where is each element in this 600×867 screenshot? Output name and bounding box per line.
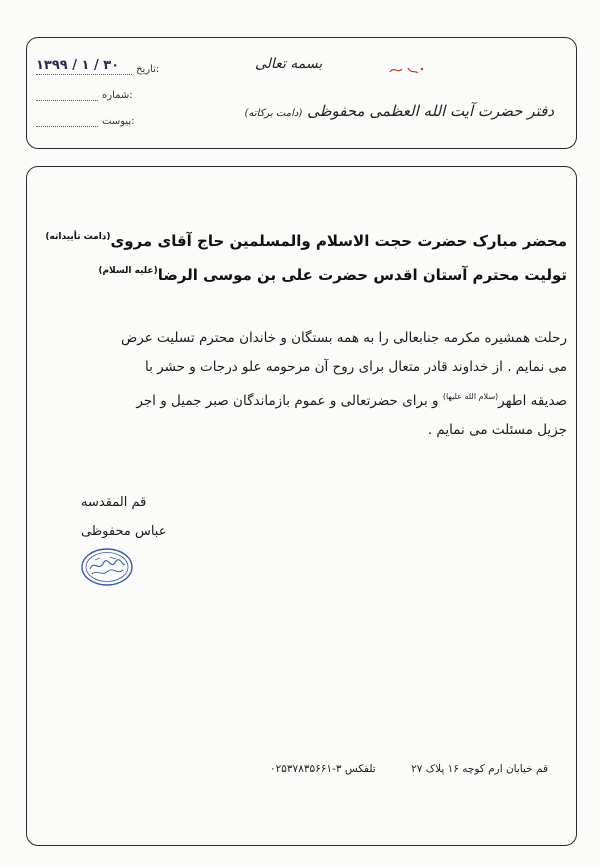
body-line-3	[75, 382, 567, 416]
date-value: ۱۳۹۹ / ۱ / ۳۰	[36, 58, 120, 73]
date-row	[36, 58, 160, 75]
body-line-3-honorific: (سلام الله علیها)	[442, 392, 499, 401]
date-label: تاریخ:	[136, 64, 160, 75]
addressee-line-2	[98, 266, 567, 284]
red-ink-mark	[386, 60, 426, 80]
number-label: شماره:	[102, 90, 133, 101]
attachment-line	[36, 114, 98, 127]
number-row	[36, 88, 133, 101]
body-line-4: جزیل مسئلت می نمایم .	[427, 422, 567, 438]
body-line-1: رحلت همشیره مکرمه جنابعالی را به همه بستگان و خاندان محترم تسلیت عرض	[120, 330, 567, 346]
addressee-line-1	[45, 232, 567, 250]
footer-phone: تلفکس ۳-۰۲۵۳۷۸۳۵۶۶۱	[270, 763, 376, 775]
date-line	[36, 58, 132, 75]
signature-name: عباس محفوظی	[81, 524, 167, 539]
body-line-3-end: و برای حضرتعالی و عموم بازماندگان صبر جمیل و اجر	[136, 393, 439, 409]
basmala: بسمه تعالی	[255, 56, 323, 72]
addressee-line-2-text: تولیت محترم آستان اقدس حضرت علی بن موسی الرضا	[157, 266, 567, 284]
office-name-text: دفتر حضرت آیت الله العظمی محفوظی	[307, 102, 554, 120]
addressee-line-1-text: محضر مبارک حضرت حجت الاسلام والمسلمین حاج آقای مروی	[110, 232, 567, 250]
addressee-line-1-honorific: (دامت تأییداته)	[45, 232, 111, 242]
number-line	[36, 88, 98, 101]
body-line-2: می نمایم . از خداوند قادر متعال برای روح آن مرحومه علو درجات و حشر با	[144, 359, 567, 375]
letter-body	[75, 324, 567, 445]
signature-city: قم المقدسه	[81, 495, 147, 510]
addressee-line-2-honorific: (علیه السلام)	[98, 266, 158, 276]
footer-address: قم خیابان ارم کوچه ۱۶ پلاک ۲۷	[411, 763, 548, 775]
office-name-honorific: (دامت برکاته)	[244, 108, 303, 119]
official-seal-stamp	[80, 547, 134, 587]
attachment-label: پیوست:	[102, 116, 135, 127]
office-name	[245, 102, 554, 120]
body-line-3-start: صدیقه اطهر	[498, 393, 567, 409]
attachment-row	[36, 114, 135, 127]
